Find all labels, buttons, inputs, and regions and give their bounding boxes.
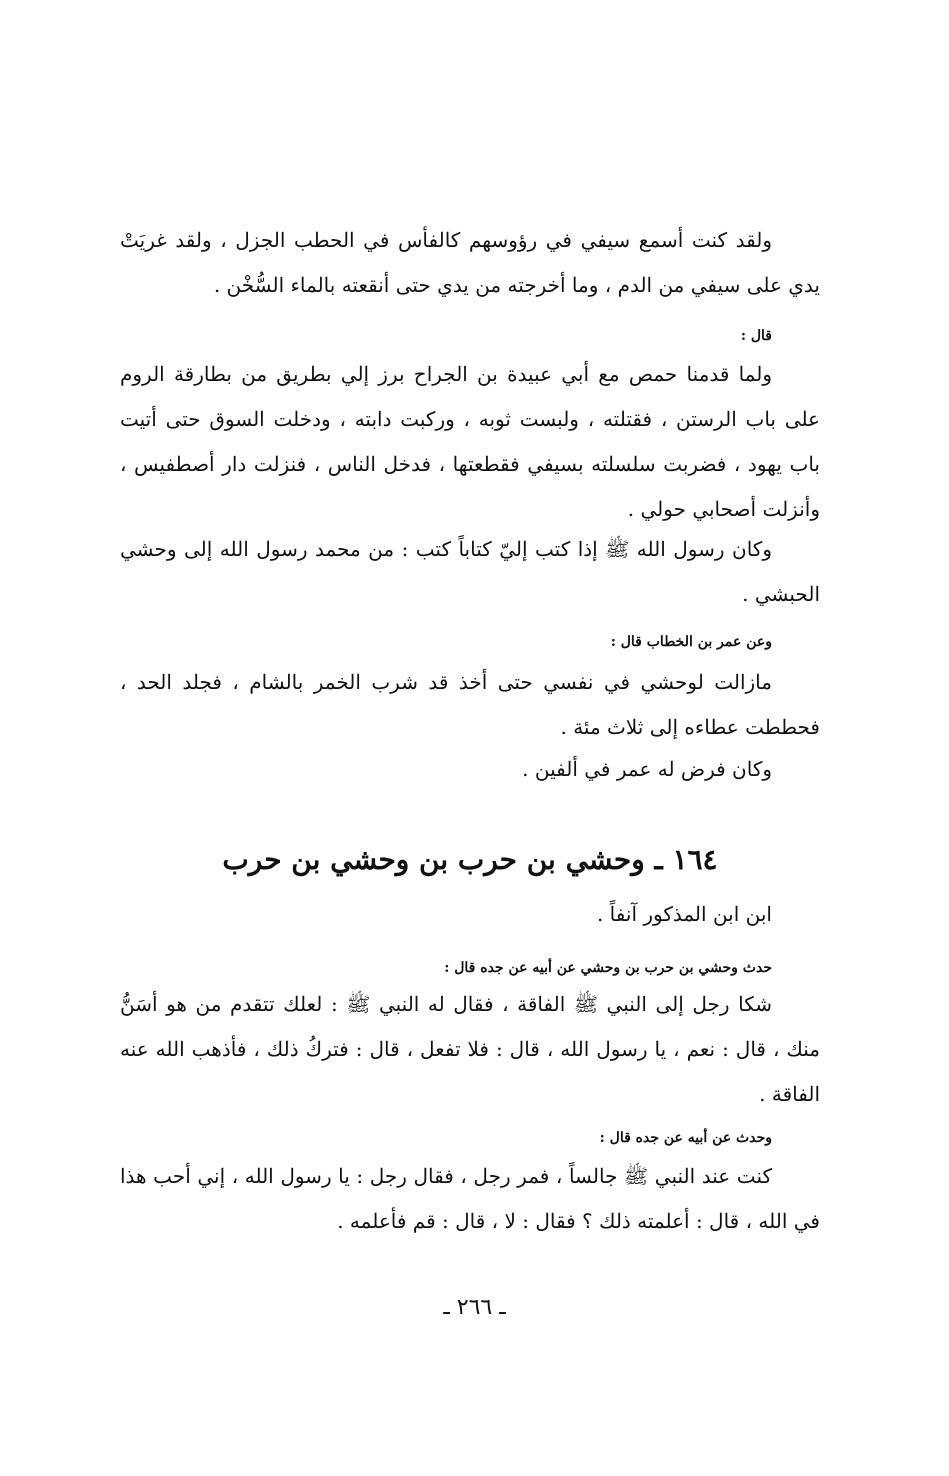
paragraph-homs: ولما قدمنا حمص مع أبي عبيدة بن الجراح برز إلي بطريق من بطارقة الروم على باب الرستن ، فقتلته ، ولبست ثوبه ، وركبت دابته ، ودخلت السوق حتى أتيت باب يهود ، فضربت سلسلته بسيفي فقطعتها ، فدخل الناس ، فنزلت دار أصطفيس ، وأنزلت أصحابي حولي .: [120, 362, 820, 521]
text-block-3: [120, 352, 820, 532]
text-block-6: [120, 660, 820, 750]
narrator-label-father: وحدث عن أبيه عن جده قال :: [599, 1130, 772, 1146]
text-block-2: [120, 326, 820, 346]
paragraph-love: كنت عند النبي ﷺ جالساً ، فمر رجل ، فقال رجل : يا رسول الله ، إني أحب هذا في الله ، قال : أعلمته ذلك ؟ فقال : لا ، قال : قم فأعلمه .: [120, 1164, 820, 1233]
text-block-10: [120, 982, 820, 1117]
paragraph-stipend: وكان فرض له عمر في ألفين .: [522, 757, 772, 781]
text-block-8: [120, 892, 820, 937]
text-block-1: [120, 218, 820, 308]
paragraph-letter: وكان رسول الله ﷺ إذا كتب إليّ كتاباً كتب : من محمد رسول الله إلى وحشي الحبشي .: [120, 537, 820, 606]
narrator-label-wahshi: حدث وحشي بن حرب بن وحشي عن أبيه عن جده قال :: [444, 960, 772, 976]
paragraph-sword: ولقد كنت أسمع سيفي في رؤوسهم كالفأس في الحطب الجزل ، ولقد غريَتْ يدي على سيفي من الدم ، وما أخرجته من يدي حتى أنقعته بالماء السُّخْن .: [120, 228, 820, 297]
page-number: ـ ٢٦٦ ـ: [443, 1295, 506, 1320]
paragraph-lineage: ابن ابن المذكور آنفاً .: [596, 902, 772, 926]
narrator-label-umar: وعن عمر بن الخطاب قال :: [610, 634, 772, 650]
paragraph-poverty: شكا رجل إلى النبي ﷺ الفاقة ، فقال له النبي ﷺ : لعلك تتقدم من هو أسَنُّ منك ، قال : نعم ، يا رسول الله ، قال : فلا تفعل ، قال : فتركُ ذلك ، فأذهب الله عنه الفاقة .: [120, 992, 820, 1106]
text-block-7: [120, 747, 820, 792]
text-block-4: [120, 527, 820, 617]
paragraph-wine: مازالت لوحشي في نفسي حتى أخذ قد شرب الخمر بالشام ، فجلد الحد ، فحططت عطاءه إلى ثلاث مئة .: [120, 670, 820, 739]
entry-heading: ١٦٤ ـ وحشي بن حرب بن وحشي بن حرب: [222, 843, 718, 876]
text-block-5: [120, 632, 820, 652]
text-block-9: [120, 958, 820, 978]
narrator-label-qala: قال :: [740, 328, 772, 344]
text-block-11: [120, 1128, 820, 1148]
text-block-12: [120, 1154, 820, 1244]
